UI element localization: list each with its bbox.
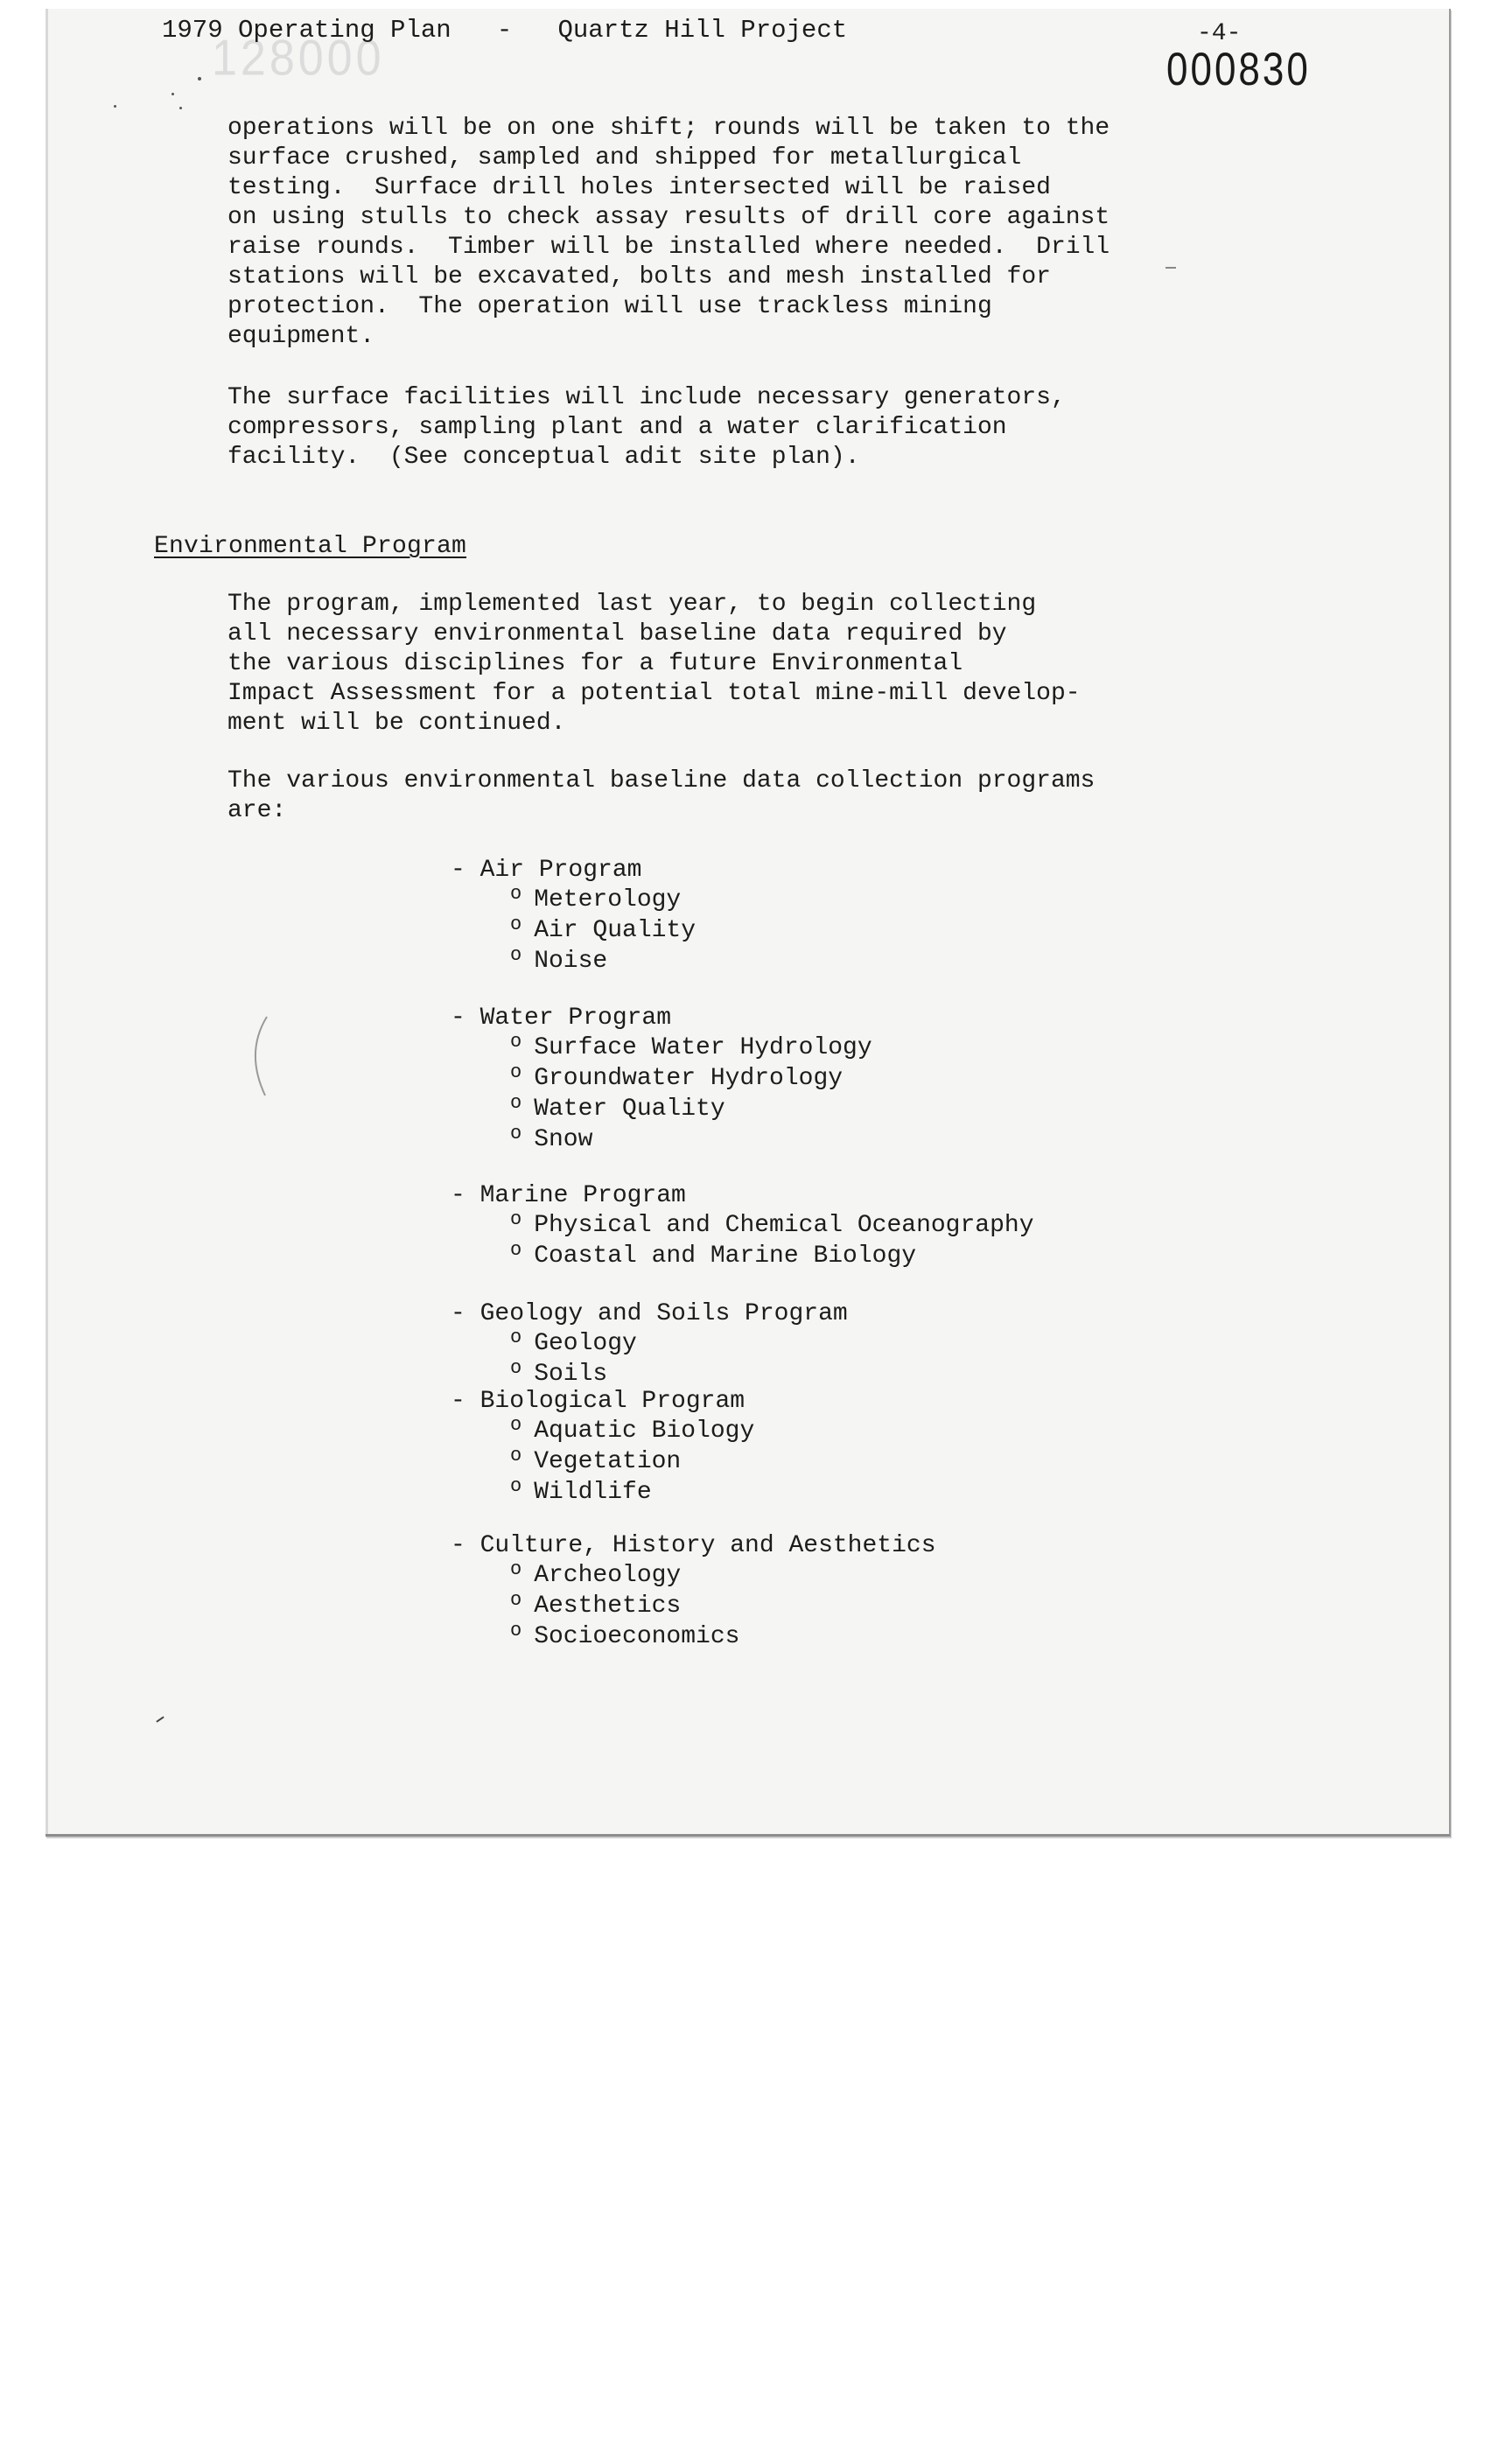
margin-mark (1166, 267, 1176, 269)
scan-speck (172, 93, 174, 95)
program-heading: - Biological Program (451, 1388, 746, 1415)
program-heading: - Marine Program (451, 1182, 686, 1209)
environmental-paragraph-list-intro: The various environmental baseline data collection programs are: (228, 767, 1096, 824)
program-list-culture-history-aesthetics (451, 1531, 936, 1653)
scan-speck (198, 77, 201, 80)
list-item: $^o$ Geology (510, 1326, 637, 1357)
list-item: $^o$ Vegetation (510, 1445, 682, 1475)
intro-paragraph-operations: operations will be on one shift; rounds will be taken to the surface crushed, sampled and shipped for metallurgical testing. Surface drill holes intersected will be raised on using stulls to check assay results of drill core against raise rounds. Timber will be installed where needed. Drill stations will be excavated, bolts and mesh installed for protection. The operation will use trackless mining equipment. (228, 115, 1110, 350)
program-heading: - Geology and Soils Program (451, 1300, 848, 1327)
list-item: $^o$ Archeology (510, 1558, 682, 1589)
document-stamp-number: 000830 (1166, 44, 1311, 95)
program-list-water (451, 1004, 872, 1156)
program-list-biological (451, 1387, 754, 1508)
program-list-marine (451, 1181, 1034, 1272)
program-list-air (451, 856, 696, 977)
margin-curve-mark (248, 1013, 274, 1101)
list-item: $^o$ Surface Water Hydrology (510, 1031, 872, 1061)
program-heading: - Air Program (451, 857, 642, 884)
list-item: $^o$ Socioeconomics (510, 1620, 740, 1650)
program-heading: - Water Program (451, 1004, 672, 1032)
list-item: $^o$ Noise (510, 944, 608, 975)
list-item: $^o$ Aesthetics (510, 1589, 682, 1620)
section-heading-environmental-program: Environmental Program (154, 533, 467, 560)
list-item: $^o$ Air Quality (510, 914, 696, 944)
scan-speck (179, 107, 182, 109)
list-item: $^o$ Wildlife (510, 1475, 652, 1506)
list-item: $^o$ Snow (510, 1123, 593, 1153)
list-item: $^o$ Coastal and Marine Biology (510, 1239, 917, 1270)
page-number: -4- (1197, 20, 1242, 47)
list-item: $^o$ Meterology (510, 883, 682, 914)
ghost-number: 128000 (212, 31, 385, 87)
list-item: $^o$ Soils (510, 1357, 608, 1388)
environmental-paragraph-program: The program, implemented last year, to begin collecting all necessary environmental baseline data required by the various disciplines for a future Environmental Impact Assessment for a potential total mine-mill develop- ment will be continued. (228, 591, 1081, 737)
page-edge (46, 9, 48, 1834)
page-header-title: 1979 Operating Plan - Quartz Hill Project (162, 16, 848, 45)
intro-paragraph-facilities: The surface facilities will include necessary generators, compressors, sampling plant and a water clarification facility. (See conceptual adit site plan). (228, 384, 1066, 471)
list-item: $^o$ Aquatic Biology (510, 1414, 755, 1445)
program-heading: - Culture, History and Aesthetics (451, 1532, 936, 1559)
scan-speck (114, 105, 116, 108)
list-item: $^o$ Water Quality (510, 1092, 725, 1123)
program-list-geology-soils (451, 1299, 848, 1390)
list-item: $^o$ Groundwater Hydrology (510, 1061, 844, 1092)
list-item: $^o$ Physical and Chemical Oceanography (510, 1208, 1034, 1239)
